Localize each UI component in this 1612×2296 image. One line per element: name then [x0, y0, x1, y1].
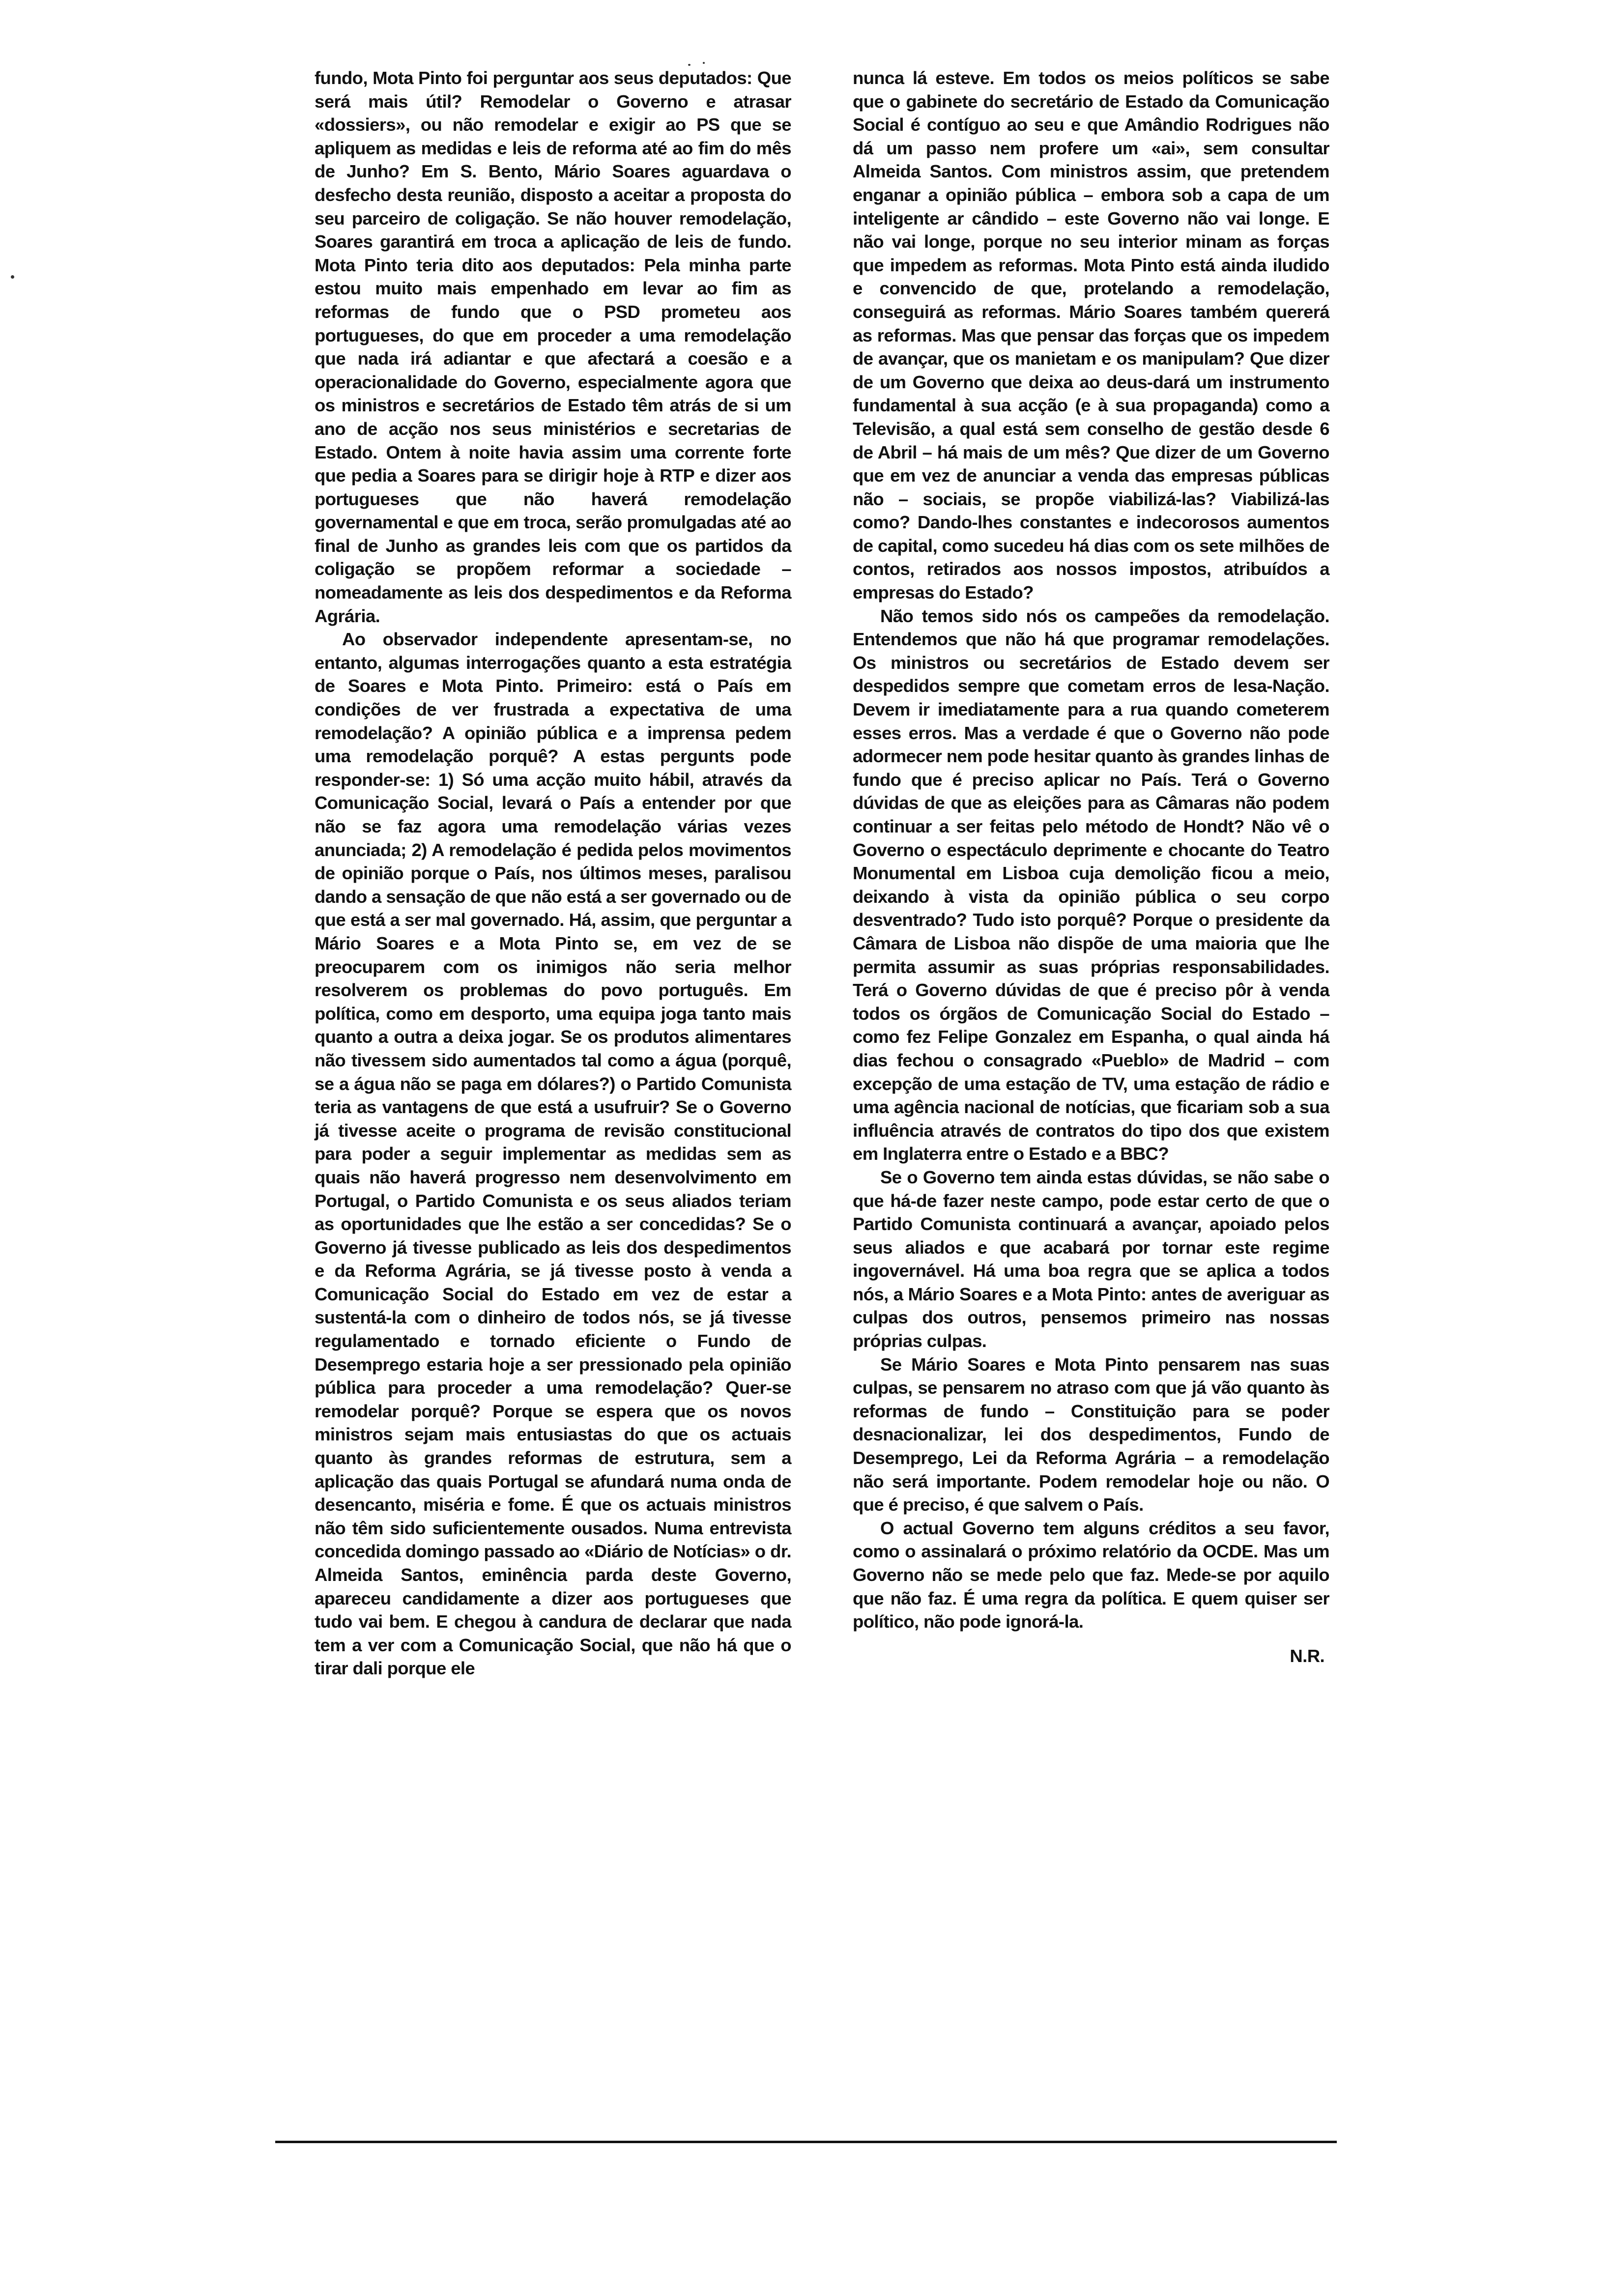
paragraph: Ao observador independente apresentam-se, no entanto, algumas interrogações quanto a esta estratégia de Soares e Mota Pinto. Primeiro: está o País em condições de ver frustrada a expectativa de uma remodelação? A opinião pública e a imprensa pedem uma remodelação porquê? A estas pergunts pode responder-se: 1) Só uma acção muito hábil, através da Comunicação Social, levará o País a entender por que não se faz agora uma remodelação várias vezes anunciada; 2) A remodelação é pedida pelos movimentos de opinião porque o País, nos últimos meses, paralisou dando a sensação de que não está a ser governado ou de que está a ser mal governado. Há, assim, que perguntar a Mário Soares e a Mota Pinto se, em vez de se preocuparem com os inimigos não seria melhor resolverem os problemas do povo português. Em política, como em desporto, uma equipa joga tanto mais quanto a outra a deixa jogar. Se os produtos alimentares não tivessem sido aumentados tal como a água (porquê, se a água não se paga em dólares?) o Partido Comunista teria as vantagens de que está a usufruir? Se o Governo já tivesse aceite o programa de revisão constitucional para poder a seguir implementar as medidas sem as quais não haverá progresso nem desenvolvimento em Portugal, o Partido Comunista e os seus aliados teriam as oportunidades que lhe estão a ser concedidas? Se o Governo já tivesse publicado as leis dos despedimentos e da Reforma Agrária, se já tivesse posto à venda a Comunicação Social do Estado em vez de estar a sustentá-la com o dinheiro de todos nós, se já tivesse regulamentado e tornado eficiente o Fundo de Desemprego estaria hoje a ser pressionado pela opinião pública para proceder a uma remodelação? Quer-se remodelar porquê? Porque se espera que os novos ministros sejam mais entusiastas do que os actuais quanto às grandes reformas de estrutura, sem a aplicação das quais Portugal se afundará numa onda de desencanto, miséria e fome. É que os actuais ministros não têm sido suficientemente ousados. Numa entrevista concedida domingo passado ao «Diário de Notícias» o dr. Almeida Santos, eminência parda deste Governo, apareceu candidamente a dizer aos portugueses que tudo vai bem. E chegou à candura de declarar que nada tem a ver com a Comunicação Social, que não há que o tirar dali porque ele	[315, 629, 791, 1679]
paragraph: Não temos sido nós os campeões da remodelação. Entendemos que não há que programar remodelações. Os ministros ou secretários de Estado devem ser despedidos sempre que cometam erros de lesa-Nação. Devem ir imediatamente para a rua quando cometerem esses erros. Mas a verdade é que o Governo não pode adormecer nem pode hesitar quanto às grandes linhas de fundo que é preciso aplicar no País. Terá o Governo dúvidas de que as eleições para as Câmaras não podem continuar a ser feitas pelo método de Hondt? Não vê o Governo o espectáculo deprimente e chocante do Teatro Monumental em Lisboa cuja demolição ficou a meio, deixando à vista da opinião pública o seu corpo desventrado? Tudo isto porquê? Porque o presidente da Câmara de Lisboa não dispõe de uma maioria que lhe permita assumir as suas próprias responsabilidades. Terá o Governo dúvidas de que é preciso pôr à venda todos os órgãos de Comunicação Social do Estado – como fez Felipe Gonzalez em Espanha, o qual ainda há dias fechou o consagrado «Pueblo» de Madrid – com excepção de uma estação de TV, uma estação de rádio e uma agência nacional de notícias, que ficariam sob a sua influência através de contratos do tipo dos que existem em Inglaterra entre o Estado e a BBC?	[853, 605, 1329, 1164]
paragraph: fundo, Mota Pinto foi perguntar aos seus deputados: Que será mais útil? Remodelar o Governo e atrasar «dossiers», ou não remodelar e exigir ao PS que se apliquem as medidas e leis de reforma até ao fim do mês de Junho? Em S. Bento, Mário Soares aguardava o desfecho desta reunião, disposto a aceitar a proposta do seu parceiro de coligação. Se não houver remodelação, Soares garantirá em troca a aplicação de leis de fundo. Mota Pinto teria dito aos deputados: Pela minha parte estou muito mais empenhado em levar ao fim as reformas de fundo que o PSD prometeu aos portugueses, do que em proceder a uma remodelação que nada irá adiantar e que afectará a coesão e a operacionalidade do Governo, especialmente agora que os ministros e secretários de Estado têm atrás de si um ano de acção nos seus ministérios e secretarias de Estado. Ontem à noite havia assim uma corrente forte que pedia a Soares para se dirigir hoje à RTP e dizer aos portugueses que não haverá remodelação governamental e que em troca, serão promulgadas até ao final de Junho as grandes leis com que os partidos da coligação se propõem reformar a sociedade – nomeadamente as leis dos despedimentos e da Reforma Agrária.	[315, 68, 791, 626]
article-column-right	[853, 66, 1329, 1667]
bottom-rule	[275, 2141, 1337, 2143]
paragraph: O actual Governo tem alguns créditos a seu favor, como o assinalará o próximo relatório da OCDE. Mas um Governo não se mede pelo que faz. Mede-se por aquilo que não faz. É uma regra da política. E quem quiser ser político, não pode ignorá-la.	[853, 1518, 1329, 1632]
paragraph: Se o Governo tem ainda estas dúvidas, se não sabe o que há-de fazer neste campo, pode estar certo de que o Partido Comunista continuará a avançar, apoiado pelos seus aliados e que acabará por tornar este regime ingovernável. Há uma boa regra que se aplica a todos nós, a Mário Soares e a Mota Pinto: antes de averiguar as culpas dos outros, pensemos primeiro nas nossas próprias culpas.	[853, 1167, 1329, 1351]
paragraph: nunca lá esteve. Em todos os meios políticos se sabe que o gabinete do secretário de Estado da Comunicação Social é contíguo ao seu e que Amândio Rodrigues não dá um passo nem profere um «ai», sem consultar Almeida Santos. Com ministros assim, que pretendem enganar a opinião pública – embora sob a capa de um inteligente ar cândido – este Governo não vai longe. E não vai longe, porque no seu interior minam as forças que impedem as reformas. Mota Pinto está ainda iludido e convencido de que, protelando a remodelação, conseguirá as reformas. Mário Soares também quererá as reformas. Mas que pensar das forças que os impedem de avançar, que os manietam e os manipulam? Que dizer de um Governo que deixa ao deus-dará um instrumento fundamental à sua acção (e à sua propaganda) como a Televisão, a qual está sem conselho de gestão desde 6 de Abril – há mais de um mês? Que dizer de um Governo que em vez de anunciar a venda das empresas públicas não – sociais, se propõe viabilizá-las? Viabilizá-las como? Dando-lhes constantes e indecorosos aumentos de capital, como sucedeu há dias com os sete milhões de contos, retirados aos nossos impostos, atribuídos a empresas do Estado?	[853, 68, 1329, 603]
paragraph: Se Mário Soares e Mota Pinto pensarem nas suas culpas, se pensarem no atraso com que já vão quanto às reformas de fundo – Constituição para se poder desnacionalizar, lei dos despedimentos, Fundo de Desemprego, Lei da Reforma Agrária – a remodelação não será importante. Podem remodelar hoje ou não. O que é preciso, é que salvem o País.	[853, 1354, 1329, 1515]
article-column-left	[315, 66, 791, 1680]
author-signature: N.R.	[1290, 1645, 1324, 1666]
scan-speck	[11, 275, 14, 279]
scan-speck	[688, 64, 691, 66]
scan-speck	[703, 62, 705, 64]
